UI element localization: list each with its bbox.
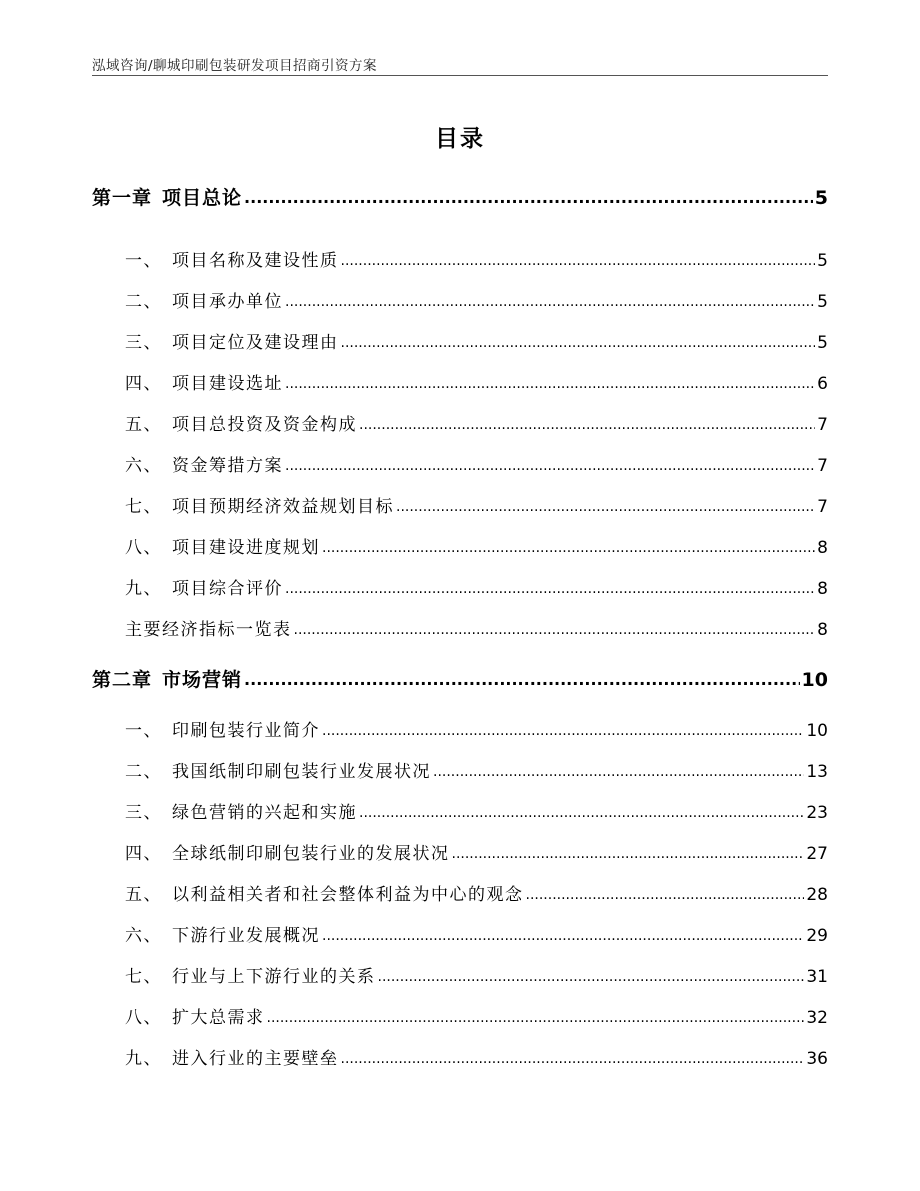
page-number: 31 [806,967,828,987]
toc-section[interactable] [125,880,828,905]
section-title: 项目名称及建设性质 [172,251,339,271]
toc-title: 目录 [435,126,485,152]
page-number: 5 [814,187,828,209]
running-header: 泓域咨询/聊城印刷包装研发项目招商引资方案 [92,58,378,74]
dot-leader [285,376,815,392]
chapter-number: 第二章 [92,669,153,691]
dot-leader [396,499,815,515]
section-title: 项目定位及建设理由 [172,333,339,353]
chapter-title: 市场营销 [162,669,243,691]
page-number: 6 [817,374,828,394]
dot-leader [526,887,805,903]
toc-section[interactable] [125,962,828,987]
page-number: 10 [801,669,828,691]
section-number: 三、 [125,333,162,353]
chapter-title: 项目总论 [162,187,243,209]
dot-leader [244,188,813,207]
section-title: 进入行业的主要壁垒 [172,1049,339,1069]
section-title: 项目综合评价 [172,579,283,599]
section-title: 全球纸制印刷包装行业的发展状况 [172,844,450,864]
page-number: 29 [806,926,828,946]
toc-section[interactable] [125,287,828,312]
page-number: 8 [817,620,828,640]
dot-leader [378,969,805,985]
section-number: 九、 [125,1049,162,1069]
section-title: 主要经济指标一览表 [125,620,292,640]
page-number: 10 [806,721,828,741]
dot-leader [244,670,800,689]
page-number: 8 [817,538,828,558]
dot-leader [294,622,816,638]
toc-section[interactable] [125,451,828,476]
section-number: 五、 [125,885,162,905]
toc-chapter-2[interactable] [92,665,828,692]
section-title: 项目建设进度规划 [172,538,320,558]
page-number: 5 [817,292,828,312]
page-number: 7 [817,497,828,517]
dot-leader [285,294,815,310]
toc-section[interactable] [125,492,828,517]
toc-section[interactable] [125,757,828,782]
section-number: 六、 [125,456,162,476]
dot-leader [359,417,815,433]
section-number: 五、 [125,415,162,435]
section-number: 二、 [125,762,162,782]
section-number: 一、 [125,251,162,271]
page-number: 28 [806,885,828,905]
section-number: 六、 [125,926,162,946]
chapter-number: 第一章 [92,187,153,209]
toc-section[interactable] [125,1044,828,1069]
page-number: 7 [817,456,828,476]
section-title: 资金筹措方案 [172,456,283,476]
section-title: 扩大总需求 [172,1008,265,1028]
header-divider [92,75,828,76]
page-number: 5 [817,251,828,271]
section-number: 七、 [125,497,162,517]
section-title: 项目承办单位 [172,292,283,312]
toc-section[interactable] [125,798,828,823]
dot-leader [267,1010,805,1026]
page-number: 5 [817,333,828,353]
section-title: 项目预期经济效益规划目标 [172,497,394,517]
dot-leader [341,253,816,269]
section-title: 下游行业发展概况 [172,926,320,946]
toc-section[interactable] [125,369,828,394]
section-title: 我国纸制印刷包装行业发展状况 [172,762,431,782]
toc-section[interactable] [125,615,828,640]
toc-section[interactable] [125,839,828,864]
dot-leader [359,805,804,821]
section-number: 八、 [125,1008,162,1028]
section-number: 四、 [125,374,162,394]
section-number: 八、 [125,538,162,558]
section-title: 行业与上下游行业的关系 [172,967,376,987]
page-number: 32 [806,1008,828,1028]
section-number: 四、 [125,844,162,864]
page-number: 27 [806,844,828,864]
toc-section[interactable] [125,716,828,741]
section-title: 以利益相关者和社会整体利益为中心的观念 [172,885,524,905]
section-number: 一、 [125,721,162,741]
page-number: 13 [806,762,828,782]
section-title: 项目建设选址 [172,374,283,394]
dot-leader [322,540,815,556]
toc-section[interactable] [125,1003,828,1028]
page-number: 23 [806,803,828,823]
page-number: 7 [817,415,828,435]
dot-leader [322,928,804,944]
dot-leader [433,764,804,780]
section-number: 七、 [125,967,162,987]
toc-chapter-1[interactable] [92,183,828,210]
toc-section[interactable] [125,533,828,558]
page-number: 8 [817,579,828,599]
toc-section[interactable] [125,921,828,946]
section-number: 三、 [125,803,162,823]
toc-section[interactable] [125,410,828,435]
section-number: 九、 [125,579,162,599]
dot-leader [285,581,815,597]
section-title: 印刷包装行业简介 [172,721,320,741]
page-number: 36 [806,1049,828,1069]
toc-section[interactable] [125,246,828,271]
dot-leader [322,723,804,739]
section-title: 项目总投资及资金构成 [172,415,357,435]
toc-section[interactable] [125,328,828,353]
dot-leader [341,335,816,351]
section-title: 绿色营销的兴起和实施 [172,803,357,823]
dot-leader [341,1051,805,1067]
dot-leader [285,458,815,474]
toc-section[interactable] [125,574,828,599]
section-number: 二、 [125,292,162,312]
dot-leader [452,846,805,862]
